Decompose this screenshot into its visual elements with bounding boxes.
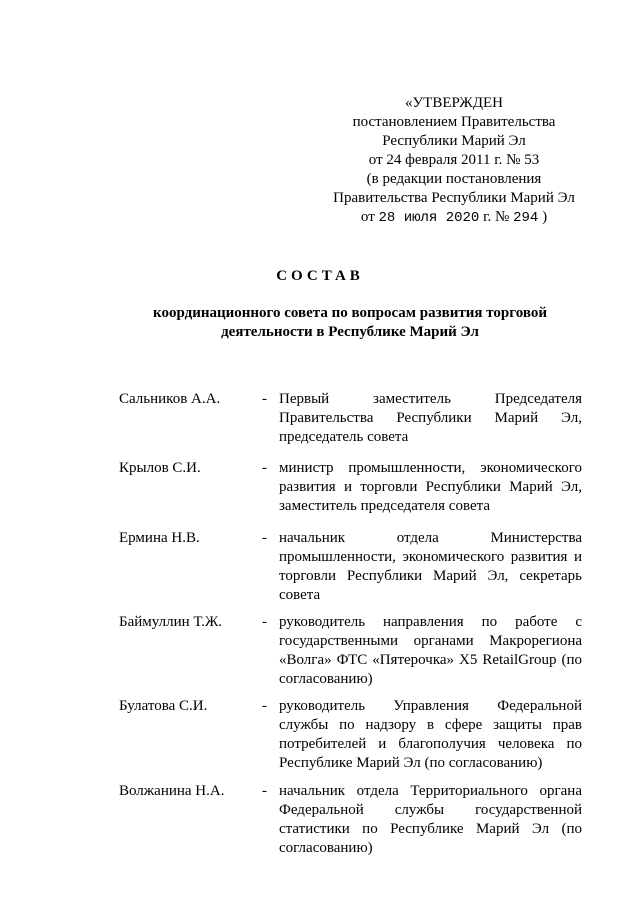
document-subtitle	[0, 304, 640, 342]
member-name: Ермина Н.В.	[119, 530, 200, 546]
member-role: руководитель направления по работе с государственными органами Макрорегиона «Волга» ФТС «Пятерочка» X5 RetailGroup (по согласованию)	[279, 614, 582, 687]
member-role: начальник отдела Министерства промышленности, экономического развития и торговли Республики Марий Эл, секретарь совета	[279, 530, 582, 603]
member-name: Сальников А.А.	[119, 391, 221, 407]
member-dash: -	[262, 460, 267, 476]
approval-close: )	[542, 209, 548, 225]
member-dash: -	[262, 614, 267, 630]
approval-line: «УТВЕРЖДЕН	[405, 95, 503, 111]
approval-line: постановлением Правительства	[352, 114, 556, 130]
subtitle-line: координационного совета по вопросам развития торговой	[153, 305, 547, 321]
member-name: Булатова С.И.	[119, 698, 208, 714]
member-name: Баймуллин Т.Ж.	[119, 614, 223, 630]
approval-line: (в редакции постановления	[366, 171, 542, 187]
member-dash: -	[262, 391, 267, 407]
approval-stamp	[318, 94, 590, 228]
member-role: начальник отдела Территориального органа Федеральной службы государственной статистики по Республике Марий Эл (по согласованию)	[279, 783, 582, 856]
approval-line-date	[318, 208, 590, 228]
subtitle-line: деятельности в Республике Марий Эл	[221, 324, 479, 340]
member-dash: -	[262, 698, 267, 714]
member-dash: -	[262, 783, 267, 799]
approval-line: Правительства Республики Марий Эл	[333, 190, 575, 206]
document-title: СОСТАВ	[276, 268, 364, 284]
member-role: министр промышленности, экономического развития и торговли Республики Марий Эл, заместитель председателя совета	[279, 460, 582, 514]
member-dash: -	[262, 530, 267, 546]
approval-line: Республики Марий Эл	[382, 133, 526, 149]
member-role: руководитель Управления Федеральной службы по надзору в сфере защиты прав потребителей и благополучия человека по Республике Марий Эл (по согласованию)	[279, 698, 582, 771]
member-name: Крылов С.И.	[119, 460, 201, 476]
approval-number: 294	[513, 210, 539, 226]
member-name: Волжанина Н.А.	[119, 783, 225, 799]
approval-number-label: г. №	[483, 209, 510, 225]
approval-line: от 24 февраля 2011 г. № 53	[368, 152, 540, 168]
approval-date-prefix: от	[360, 209, 375, 225]
approval-date: 28 июля 2020	[378, 210, 480, 226]
member-role: Первый заместитель Председателя Правительства Республики Марий Эл, председатель совета	[279, 391, 582, 445]
